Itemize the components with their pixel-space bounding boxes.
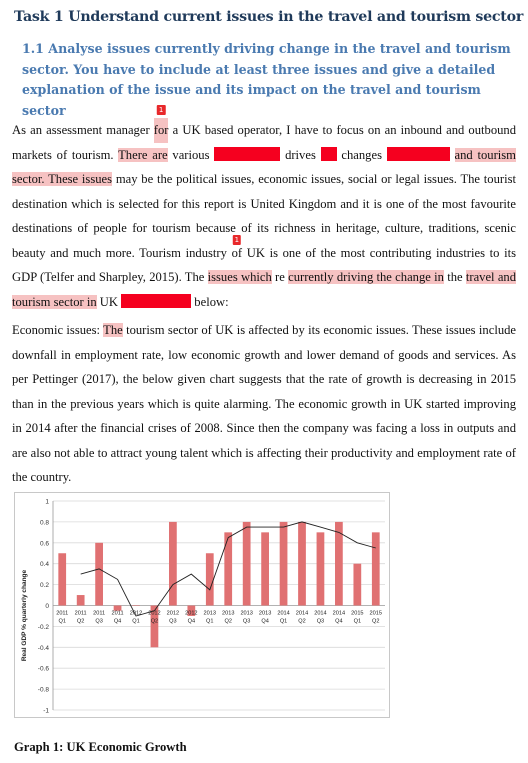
x-tick-year: 2013 (240, 610, 253, 617)
x-tick-year: 2013 (258, 610, 272, 617)
gdp-chart-svg (15, 493, 391, 719)
x-tick-year: 2012 (148, 610, 161, 617)
comment-anchor[interactable]: of 1 (231, 235, 243, 260)
highlight: and tourism sector. These issues (12, 147, 516, 186)
y-tick-label: 1 (45, 498, 49, 506)
x-tick-quarter: Q4 (335, 618, 343, 625)
x-tick-quarter: Q1 (279, 618, 288, 625)
bar (298, 522, 306, 606)
x-tick-quarter: Q3 (242, 618, 251, 625)
x-tick-year: 2012 (166, 610, 180, 617)
bar (58, 553, 66, 605)
x-tick-year: 2014 (295, 610, 309, 617)
bar (95, 543, 103, 606)
y-tick-label: -0.6 (37, 665, 49, 673)
x-tick-year: 2015 (369, 610, 383, 617)
bar (261, 532, 269, 605)
highlight: issues which (207, 270, 272, 284)
gdp-chart (14, 492, 390, 718)
redaction-block (214, 147, 280, 161)
x-tick-quarter: Q2 (298, 618, 306, 625)
bar (206, 553, 214, 605)
bar (77, 595, 85, 605)
redaction-block (387, 147, 450, 161)
y-tick-label: -0.2 (37, 623, 49, 631)
x-tick-year: 2015 (351, 610, 364, 617)
highlight: There are (118, 147, 168, 162)
x-tick-quarter: Q2 (76, 618, 85, 625)
highlight: The (103, 323, 123, 337)
x-tick-quarter: Q1 (132, 618, 140, 625)
x-tick-year: 2012 (129, 610, 143, 617)
x-tick-quarter: Q2 (372, 618, 380, 625)
bar (280, 522, 288, 606)
highlight: travel and tourism sector in (12, 270, 517, 309)
x-tick-quarter: Q1 (206, 618, 214, 625)
x-tick-year: 2012 (185, 610, 198, 617)
x-tick-quarter: Q1 (58, 618, 66, 625)
x-tick-year: 2014 (332, 610, 346, 617)
task-title: Task 1 Understand current issues in the travel and tourism sector (14, 9, 524, 25)
paragraph-intro: As an assessment manager for 1 a UK based operator, I have to focus on an inbound and outbound markets of tourism. There are various drives changes and tourism sector. These issues may be the political issues, economic issues, social or legal issues. The tourist destination which is selected for this report is United Kingdom and it is one of the most favourite destinations of people for tourism because of its richness in heritage, culture, traditions, scenic beauty and much more. Tourism industry of 1 UK is one of the most contributing industries to its GDP (Telfer and Sharpley, 2015). The issues which re currently driving the change in the travel and tourism sector in UK below: (12, 106, 517, 309)
x-tick-quarter: Q2 (224, 618, 232, 625)
paragraph-economic: Economic issues: The tourism sector of UK is affected by its economic issues. These issues include downfall in employment rate, low economic growth and lower demand of goods and services. As per Pettinger (2017), the below given chart suggests that the rate of growth is decreasing in 2015 than in the previous years which is quite alarming. The economic growth in UK started improving in 2014 after the financial crises of 2008. Since then the company was facing a loss in outputs and are also not able to attract young talent which is affecting their productivity and employment rate of the country. (12, 323, 517, 484)
x-tick-quarter: Q3 (316, 618, 325, 625)
bar (132, 606, 140, 607)
y-tick-label: 0.2 (39, 582, 49, 590)
y-tick-label: 0.6 (39, 540, 49, 548)
y-axis-title: Real GDP % quarterly change (21, 569, 28, 662)
bar (169, 522, 177, 606)
y-tick-label: 0.4 (39, 561, 49, 569)
y-tick-label: 0.8 (39, 519, 49, 527)
x-tick-year: 2011 (74, 610, 87, 617)
x-tick-year: 2011 (93, 610, 106, 617)
subtask-title: 1.1 Analyse issues currently driving change in the travel and tourism sector. You have to include at least three issues and give a detailed explanation of the issue and its impact on the travel and tourism sector (22, 41, 511, 118)
x-tick-quarter: Q4 (261, 618, 269, 625)
y-tick-label: 0 (45, 603, 49, 610)
bar (372, 532, 380, 605)
x-tick-year: 2014 (277, 610, 290, 617)
x-tick-year: 2014 (314, 610, 327, 617)
x-tick-quarter: Q4 (187, 618, 196, 625)
comment-marker[interactable]: 1 (158, 106, 164, 114)
x-tick-quarter: Q1 (353, 618, 362, 625)
x-tick-quarter: Q3 (169, 618, 177, 625)
x-tick-year: 2013 (221, 610, 235, 617)
y-tick-label: -0.4 (37, 644, 49, 652)
x-tick-year: 2011 (111, 610, 124, 617)
redaction-block (121, 294, 191, 308)
comment-anchor[interactable]: for 1 (154, 118, 169, 143)
y-tick-label: -1 (43, 707, 49, 715)
bar (353, 564, 361, 606)
x-tick-quarter: Q2 (150, 618, 159, 625)
bar (317, 532, 325, 605)
redaction-block (321, 147, 337, 161)
highlight: currently driving the change in (288, 270, 444, 284)
comment-marker[interactable]: 1 (234, 235, 240, 244)
bar (243, 522, 251, 606)
x-tick-year: 2011 (56, 610, 69, 617)
x-tick-quarter: Q4 (113, 618, 122, 625)
y-tick-label: -0.8 (37, 686, 49, 694)
x-tick-year: 2013 (203, 610, 217, 617)
graph-caption: Graph 1: UK Economic Growth (14, 740, 187, 754)
bar (224, 532, 232, 605)
x-tick-quarter: Q3 (95, 618, 103, 625)
